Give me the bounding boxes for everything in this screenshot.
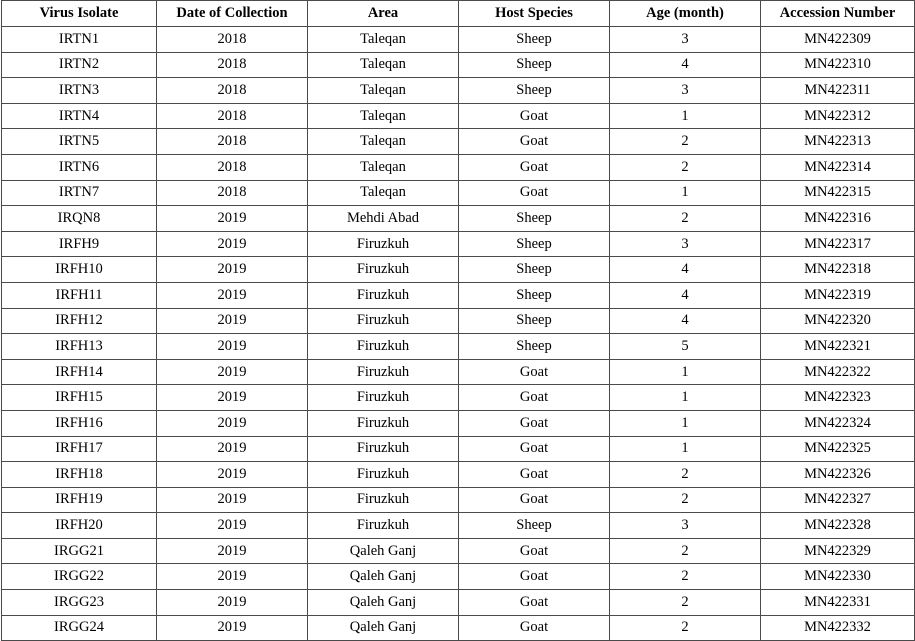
- table-cell: Firuzkuh: [308, 334, 459, 360]
- table-cell: 2019: [157, 436, 308, 462]
- table-cell: Qaleh Ganj: [308, 615, 459, 641]
- table-cell: Goat: [459, 564, 610, 590]
- table-body: [2, 27, 915, 641]
- table-cell: 2019: [157, 257, 308, 283]
- table-cell: IRFH18: [2, 462, 157, 488]
- table-row: [2, 334, 915, 360]
- table-cell: Taleqan: [308, 27, 459, 53]
- table-row: [2, 615, 915, 641]
- table-cell: IRFH17: [2, 436, 157, 462]
- table-cell: IRFH10: [2, 257, 157, 283]
- table-cell: MN422321: [761, 334, 915, 360]
- table-cell: Qaleh Ganj: [308, 538, 459, 564]
- table-cell: Firuzkuh: [308, 385, 459, 411]
- table-cell: MN422324: [761, 410, 915, 436]
- table-cell: MN422323: [761, 385, 915, 411]
- table-cell: Taleqan: [308, 180, 459, 206]
- table-cell: 2018: [157, 154, 308, 180]
- table-row: [2, 513, 915, 539]
- table-cell: Goat: [459, 359, 610, 385]
- table-cell: MN422318: [761, 257, 915, 283]
- table-cell: IRTN7: [2, 180, 157, 206]
- table-cell: Goat: [459, 590, 610, 616]
- table-cell: 2: [610, 564, 761, 590]
- table-cell: Sheep: [459, 27, 610, 53]
- table-cell: IRGG24: [2, 615, 157, 641]
- table-cell: 4: [610, 308, 761, 334]
- table-cell: Firuzkuh: [308, 282, 459, 308]
- table-cell: IRTN2: [2, 52, 157, 78]
- table-header: [2, 1, 915, 27]
- virus-isolate-table: [1, 0, 915, 641]
- column-header: Host Species: [459, 1, 610, 27]
- table-cell: 2: [610, 615, 761, 641]
- table-cell: Sheep: [459, 513, 610, 539]
- table-row: [2, 129, 915, 155]
- table-row: [2, 103, 915, 129]
- table-cell: 2: [610, 154, 761, 180]
- column-header: Area: [308, 1, 459, 27]
- table-cell: Firuzkuh: [308, 513, 459, 539]
- table-cell: Goat: [459, 487, 610, 513]
- table-row: [2, 359, 915, 385]
- table-cell: IRFH9: [2, 231, 157, 257]
- table-cell: 1: [610, 385, 761, 411]
- column-header: Age (month): [610, 1, 761, 27]
- table-row: [2, 564, 915, 590]
- table-cell: 2019: [157, 410, 308, 436]
- table-cell: Qaleh Ganj: [308, 564, 459, 590]
- table-cell: MN422316: [761, 206, 915, 232]
- table-row: [2, 308, 915, 334]
- table-cell: 1: [610, 103, 761, 129]
- table-cell: Firuzkuh: [308, 487, 459, 513]
- table-cell: 2018: [157, 52, 308, 78]
- table-row: [2, 487, 915, 513]
- table-cell: Goat: [459, 615, 610, 641]
- table-row: [2, 282, 915, 308]
- table-cell: Taleqan: [308, 129, 459, 155]
- table-cell: 2019: [157, 615, 308, 641]
- table-cell: 2: [610, 487, 761, 513]
- table-cell: Goat: [459, 154, 610, 180]
- table-cell: 5: [610, 334, 761, 360]
- table-cell: Firuzkuh: [308, 359, 459, 385]
- table-cell: 1: [610, 410, 761, 436]
- table-cell: IRTN4: [2, 103, 157, 129]
- table-cell: MN422319: [761, 282, 915, 308]
- table-cell: 4: [610, 282, 761, 308]
- table-cell: IRGG22: [2, 564, 157, 590]
- table-cell: MN422314: [761, 154, 915, 180]
- table-cell: MN422329: [761, 538, 915, 564]
- table-cell: Sheep: [459, 257, 610, 283]
- table-cell: MN422309: [761, 27, 915, 53]
- table-cell: MN422312: [761, 103, 915, 129]
- table-cell: 2019: [157, 308, 308, 334]
- table-cell: 2019: [157, 334, 308, 360]
- table-cell: MN422330: [761, 564, 915, 590]
- table-cell: 4: [610, 52, 761, 78]
- table-cell: IRFH14: [2, 359, 157, 385]
- table-cell: Qaleh Ganj: [308, 590, 459, 616]
- table-cell: IRTN5: [2, 129, 157, 155]
- table-cell: IRTN6: [2, 154, 157, 180]
- table-cell: 3: [610, 513, 761, 539]
- table-cell: MN422332: [761, 615, 915, 641]
- table-cell: 2019: [157, 231, 308, 257]
- table-cell: Sheep: [459, 52, 610, 78]
- table-cell: 1: [610, 359, 761, 385]
- column-header: Date of Collection: [157, 1, 308, 27]
- table-cell: MN422313: [761, 129, 915, 155]
- column-header: Virus Isolate: [2, 1, 157, 27]
- table-cell: MN422328: [761, 513, 915, 539]
- table-cell: MN422320: [761, 308, 915, 334]
- table-cell: Sheep: [459, 206, 610, 232]
- table-cell: Mehdi Abad: [308, 206, 459, 232]
- table-cell: 2018: [157, 180, 308, 206]
- table-cell: 2: [610, 129, 761, 155]
- table-cell: 2019: [157, 564, 308, 590]
- table-row: [2, 385, 915, 411]
- table-cell: IRFH12: [2, 308, 157, 334]
- table-row: [2, 52, 915, 78]
- table-cell: Firuzkuh: [308, 462, 459, 488]
- table-cell: 1: [610, 180, 761, 206]
- table-cell: MN422315: [761, 180, 915, 206]
- table-cell: IRGG21: [2, 538, 157, 564]
- table-cell: Taleqan: [308, 78, 459, 104]
- table-cell: MN422311: [761, 78, 915, 104]
- table-cell: IRQN8: [2, 206, 157, 232]
- table-cell: IRTN3: [2, 78, 157, 104]
- table-cell: Sheep: [459, 78, 610, 104]
- table-row: [2, 538, 915, 564]
- table-cell: Goat: [459, 103, 610, 129]
- table-cell: 3: [610, 27, 761, 53]
- table-cell: Sheep: [459, 282, 610, 308]
- table-cell: Firuzkuh: [308, 257, 459, 283]
- table-cell: Goat: [459, 538, 610, 564]
- table-cell: MN422331: [761, 590, 915, 616]
- table-row: [2, 231, 915, 257]
- table-cell: IRFH11: [2, 282, 157, 308]
- table-row: [2, 436, 915, 462]
- table-cell: Sheep: [459, 308, 610, 334]
- table-cell: Taleqan: [308, 103, 459, 129]
- table-cell: 2019: [157, 385, 308, 411]
- table-cell: Goat: [459, 129, 610, 155]
- table-row: [2, 154, 915, 180]
- table-cell: IRGG23: [2, 590, 157, 616]
- table-cell: Goat: [459, 436, 610, 462]
- table-cell: IRFH16: [2, 410, 157, 436]
- table-cell: Taleqan: [308, 154, 459, 180]
- table-cell: Goat: [459, 385, 610, 411]
- table-cell: Firuzkuh: [308, 231, 459, 257]
- table-cell: IRFH19: [2, 487, 157, 513]
- table-row: [2, 590, 915, 616]
- table-cell: 3: [610, 78, 761, 104]
- table-cell: 1: [610, 436, 761, 462]
- table-cell: 2019: [157, 487, 308, 513]
- table-cell: MN422317: [761, 231, 915, 257]
- table-cell: MN422327: [761, 487, 915, 513]
- table-cell: Firuzkuh: [308, 308, 459, 334]
- table-cell: 2018: [157, 27, 308, 53]
- table-cell: 2: [610, 206, 761, 232]
- table-row: [2, 180, 915, 206]
- table-cell: 2019: [157, 590, 308, 616]
- table-cell: Sheep: [459, 334, 610, 360]
- table-cell: 2019: [157, 513, 308, 539]
- table-cell: 2018: [157, 103, 308, 129]
- table-cell: 2019: [157, 538, 308, 564]
- table-cell: MN422310: [761, 52, 915, 78]
- table-cell: Goat: [459, 180, 610, 206]
- table-cell: MN422322: [761, 359, 915, 385]
- table-cell: Firuzkuh: [308, 410, 459, 436]
- table-cell: Goat: [459, 462, 610, 488]
- table-row: [2, 410, 915, 436]
- table-row: [2, 27, 915, 53]
- table-cell: MN422325: [761, 436, 915, 462]
- table-cell: 3: [610, 231, 761, 257]
- table-cell: Taleqan: [308, 52, 459, 78]
- table-row: [2, 206, 915, 232]
- table-cell: 4: [610, 257, 761, 283]
- table-cell: 2018: [157, 129, 308, 155]
- table-cell: IRFH20: [2, 513, 157, 539]
- table-row: [2, 78, 915, 104]
- table-row: [2, 257, 915, 283]
- table-cell: 2019: [157, 206, 308, 232]
- table-cell: Goat: [459, 410, 610, 436]
- table-cell: 2: [610, 538, 761, 564]
- table-cell: 2: [610, 590, 761, 616]
- table-cell: IRFH15: [2, 385, 157, 411]
- table-cell: Sheep: [459, 231, 610, 257]
- table-cell: 2019: [157, 462, 308, 488]
- table-cell: 2018: [157, 78, 308, 104]
- table-row: [2, 462, 915, 488]
- table-cell: IRFH13: [2, 334, 157, 360]
- column-header: Accession Number: [761, 1, 915, 27]
- table-cell: 2019: [157, 359, 308, 385]
- table-cell: 2019: [157, 282, 308, 308]
- table-cell: IRTN1: [2, 27, 157, 53]
- table-cell: MN422326: [761, 462, 915, 488]
- table-cell: 2: [610, 462, 761, 488]
- table-header-row: [2, 1, 915, 27]
- table-cell: Firuzkuh: [308, 436, 459, 462]
